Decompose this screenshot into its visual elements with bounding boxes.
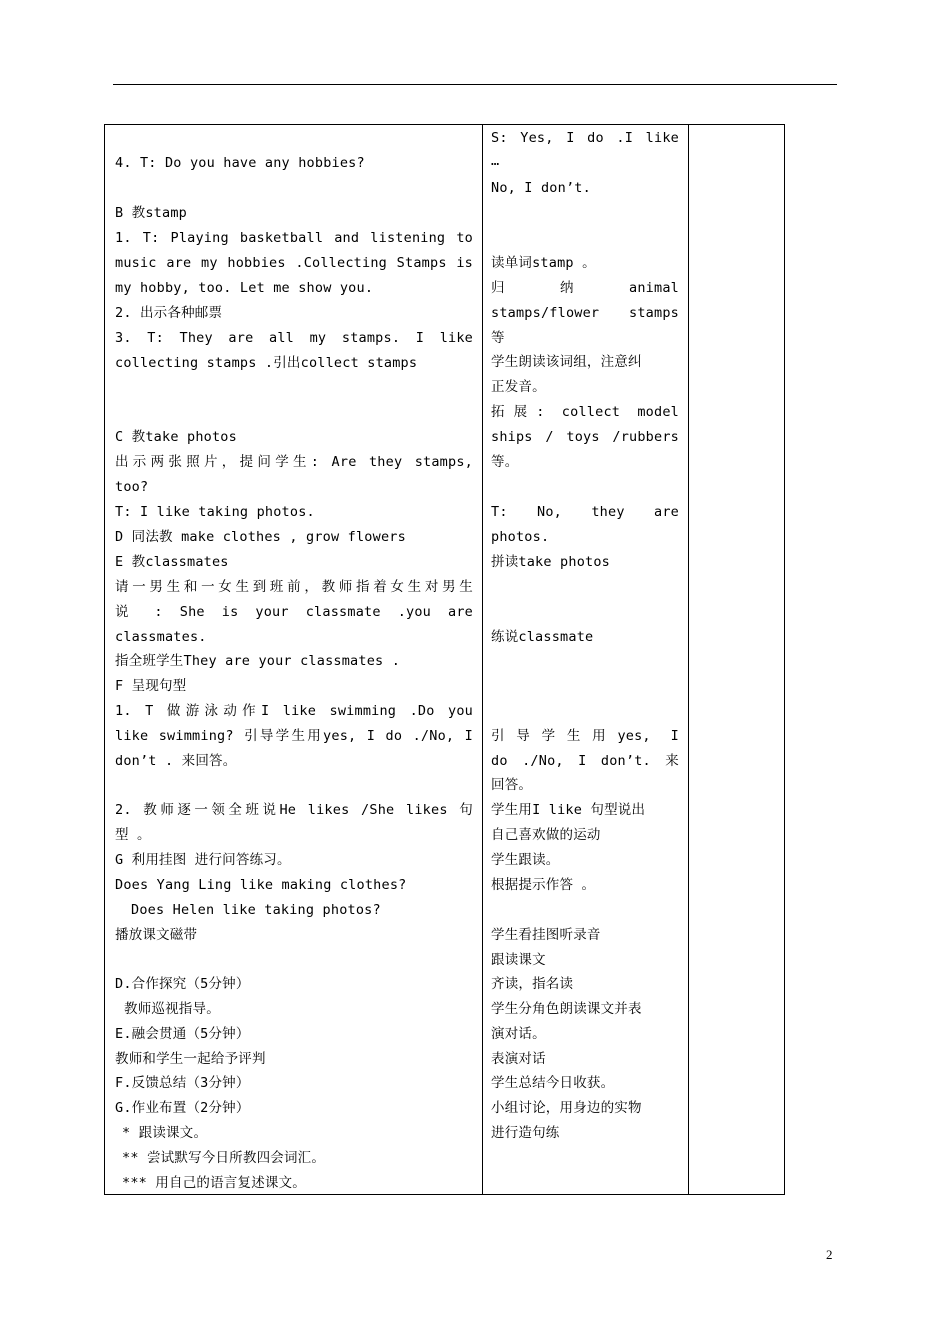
text-line: 1. T 做游泳动作I like swimming .Do you xyxy=(115,703,473,719)
text-line: 齐读，指名读 xyxy=(491,976,574,992)
text-line: 等。 xyxy=(491,454,519,470)
text-line: 归 纳 animal xyxy=(491,280,679,296)
text-line: 教师巡视指导。 xyxy=(124,1001,220,1017)
text-line: T: I like taking photos. xyxy=(115,504,315,520)
text-line: ships / toys /rubbers xyxy=(491,429,679,445)
text-line: 读单词stamp 。 xyxy=(491,255,596,271)
text-line: B 教stamp xyxy=(115,205,187,221)
page-number: 2 xyxy=(826,1247,833,1262)
text-line: music are my hobbies .Collecting Stamps is xyxy=(115,255,473,271)
text-line: 自己喜欢做的运动 xyxy=(491,827,601,843)
text-line: 演对话。 xyxy=(491,1026,546,1042)
text-line: 表演对话 xyxy=(491,1051,546,1067)
text-line: 学生分角色朗读课文并表 xyxy=(491,1001,642,1017)
column-divider xyxy=(688,125,689,1194)
text-line: photos. xyxy=(491,529,550,545)
text-line: 2. 出示各种邮票 xyxy=(115,305,223,321)
text-line: 2. 教师逐一领全班说He likes /She likes 句 xyxy=(115,802,473,818)
text-line: 学生跟读。 xyxy=(491,852,560,868)
text-line: Does Yang Ling like making clothes? xyxy=(115,877,407,893)
text-line: 回答。 xyxy=(491,777,533,793)
text-line: classmates. xyxy=(115,629,207,645)
text-line: my hobby, too. Let me show you. xyxy=(115,280,374,296)
text-line: * 跟读课文。 xyxy=(122,1125,208,1141)
text-line: too? xyxy=(115,479,149,495)
text-line: stamps/flower stamps xyxy=(491,305,679,321)
header-rule xyxy=(113,84,837,85)
text-line: 学生用I like 句型说出 xyxy=(491,802,646,818)
text-line: 播放课文磁带 xyxy=(115,927,198,943)
text-line: 正发音。 xyxy=(491,379,546,395)
text-line: T: No, they are xyxy=(491,504,679,520)
text-line: 教师和学生一起给予评判 xyxy=(115,1051,266,1067)
text-line: D.合作探究（5分钟） xyxy=(115,976,250,992)
text-line: ** 尝试默写今日所教四会词汇。 xyxy=(122,1150,326,1166)
text-line: like swimming? 引导学生用yes, I do ./No, I xyxy=(115,728,473,744)
text-line: F 呈现句型 xyxy=(115,678,187,694)
text-line: No, I don’t. xyxy=(491,180,591,196)
text-line: 引导学生用yes, I xyxy=(491,728,679,744)
lesson-plan-table xyxy=(104,124,785,1195)
text-line: … xyxy=(491,153,500,169)
text-line: G.作业布置（2分钟） xyxy=(115,1100,250,1116)
text-line: 根据提示作答 。 xyxy=(491,877,596,893)
text-line: F.反馈总结（3分钟） xyxy=(115,1075,250,1091)
text-line: 1. T: Playing basketball and listening to xyxy=(115,230,473,246)
text-line: E 教classmates xyxy=(115,554,229,570)
text-line: 跟读课文 xyxy=(491,952,546,968)
text-line: 拓展: collect model xyxy=(491,404,679,420)
text-line: 4. T: Do you have any hobbies? xyxy=(115,155,365,171)
text-line: 学生看挂图听录音 xyxy=(491,927,601,943)
column-divider xyxy=(482,125,483,1194)
text-line: 3. T: They are all my stamps. I like xyxy=(115,330,473,346)
text-line: 等 xyxy=(491,330,505,346)
text-line: 学生朗读该词组，注意纠 xyxy=(491,354,642,370)
text-line: Does Helen like taking photos? xyxy=(131,902,381,918)
text-line: 拼读take photos xyxy=(491,554,611,570)
text-line: 进行造句练 xyxy=(491,1125,560,1141)
text-line: 请一男生和一女生到班前，教师指着女生对男生 xyxy=(115,579,473,595)
text-line: don’t . 来回答。 xyxy=(115,753,237,769)
text-line: *** 用自己的语言复述课文。 xyxy=(122,1175,307,1191)
text-line: C 教take photos xyxy=(115,429,237,445)
text-line: 出示两张照片，提问学生: Are they stamps, xyxy=(115,454,473,470)
text-line: do ./No, I don’t. 来 xyxy=(491,753,679,769)
text-line: G 利用挂图 进行问答练习。 xyxy=(115,852,291,868)
text-line: 型 。 xyxy=(115,827,151,843)
text-line: E.融会贯通（5分钟） xyxy=(115,1026,250,1042)
text-line: 练说classmate xyxy=(491,629,594,645)
text-line: 指全班学生They are your classmates . xyxy=(115,653,401,669)
text-line: collecting stamps .引出collect stamps xyxy=(115,355,418,371)
text-line: 学生总结今日收获。 xyxy=(491,1075,615,1091)
text-line: D 同法教 make clothes , grow flowers xyxy=(115,529,406,545)
text-line: 说 : She is your classmate .you are xyxy=(115,604,473,620)
text-line: 小组讨论，用身边的实物 xyxy=(491,1100,642,1116)
text-line: S: Yes, I do .I like xyxy=(491,130,679,146)
